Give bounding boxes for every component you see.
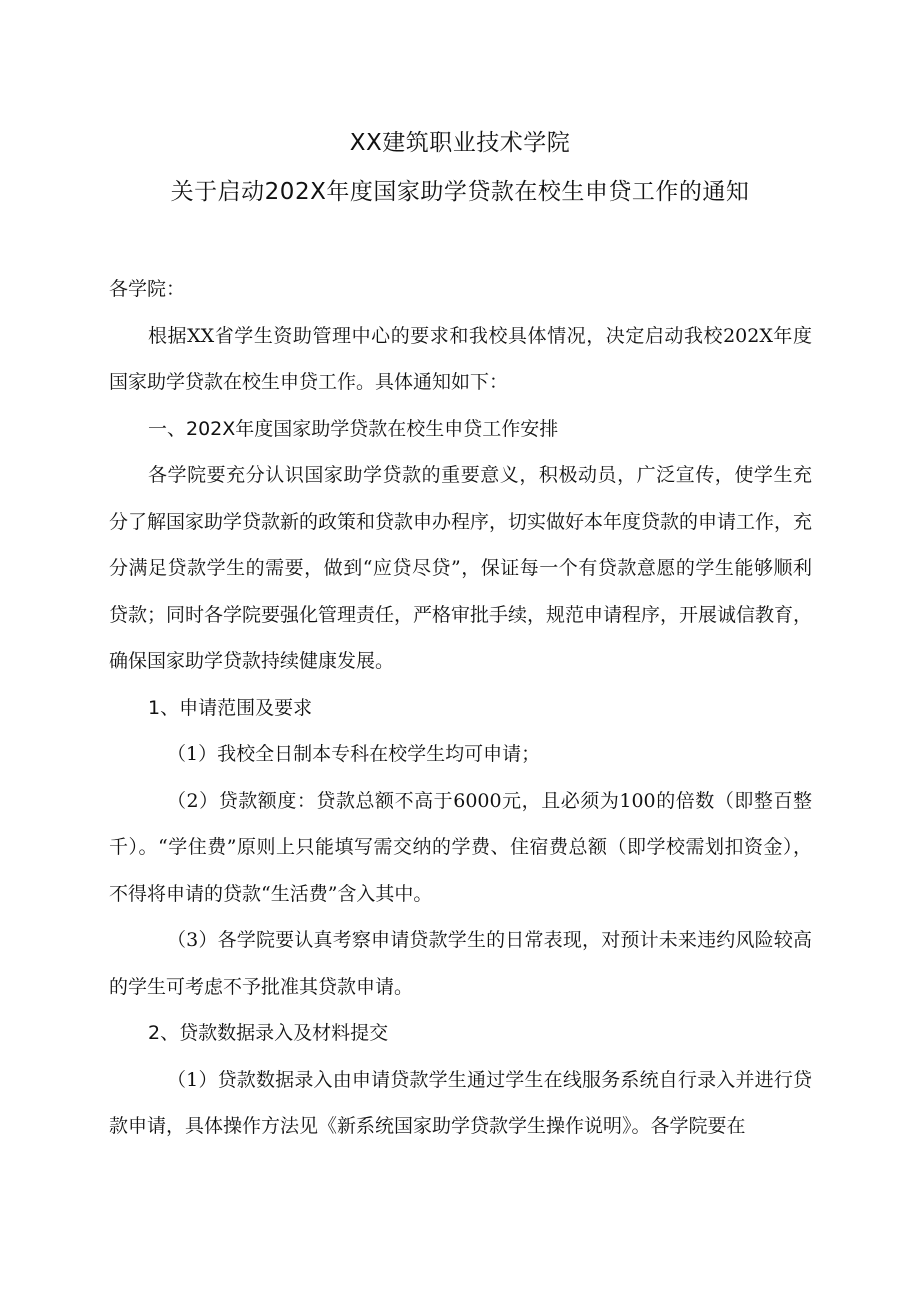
document-body bbox=[109, 266, 812, 1150]
sub2-heading: 2、贷款数据录入及材料提交 bbox=[148, 1022, 389, 1044]
sub1-item-2: （2）贷款额度：贷款总额不高于6000元，且必须为100的倍数（即整百整千）。“学住费”原则上只能填写需交纳的学费、住宿费总额（即学校需划扣资金），不得将申请的贷款“生活费”含入其中。 bbox=[109, 789, 812, 905]
intro-paragraph: 根据XX省学生资助管理中心的要求和我校具体情况，决定启动我校202X年度国家助学贷款在校生申贷工作。具体通知如下： bbox=[109, 324, 812, 393]
sub1-item-3: （3）各学院要认真考察申请贷款学生的日常表现，对预计未来违约风险较高的学生可考虑不予批准其贷款申请。 bbox=[109, 929, 812, 998]
document-title-notice: 关于启动202X年度国家助学贷款在校生申贷工作的通知 bbox=[170, 179, 750, 205]
sub1-item-1: （1）我校全日制本专科在校学生均可申请； bbox=[167, 743, 541, 765]
sub1-heading: 1、申请范围及要求 bbox=[148, 696, 313, 719]
document-title-school: XX建筑职业技术学院 bbox=[349, 130, 571, 156]
section1-heading: 一、202X年度国家助学贷款在校生申贷工作安排 bbox=[148, 417, 559, 440]
sub2-item-1: （1）贷款数据录入由申请贷款学生通过学生在线服务系统自行录入并进行贷款申请，具体操作方法见《新系统国家助学贷款学生操作说明》。各学院要在 bbox=[109, 1068, 812, 1137]
salutation: 各学院： bbox=[109, 278, 186, 300]
section1-paragraph: 各学院要充分认识国家助学贷款的重要意义，积极动员，广泛宣传，使学生充分了解国家助学贷款新的政策和贷款申办程序，切实做好本年度贷款的申请工作，充分满足贷款学生的需要，做到“应贷尽贷”，保证每一个有贷款意愿的学生能够顺利贷款；同时各学院要强化管理责任，严格审批手续，规范申请程序，开展诚信教育，确保国家助学贷款持续健康发展。 bbox=[109, 464, 813, 672]
